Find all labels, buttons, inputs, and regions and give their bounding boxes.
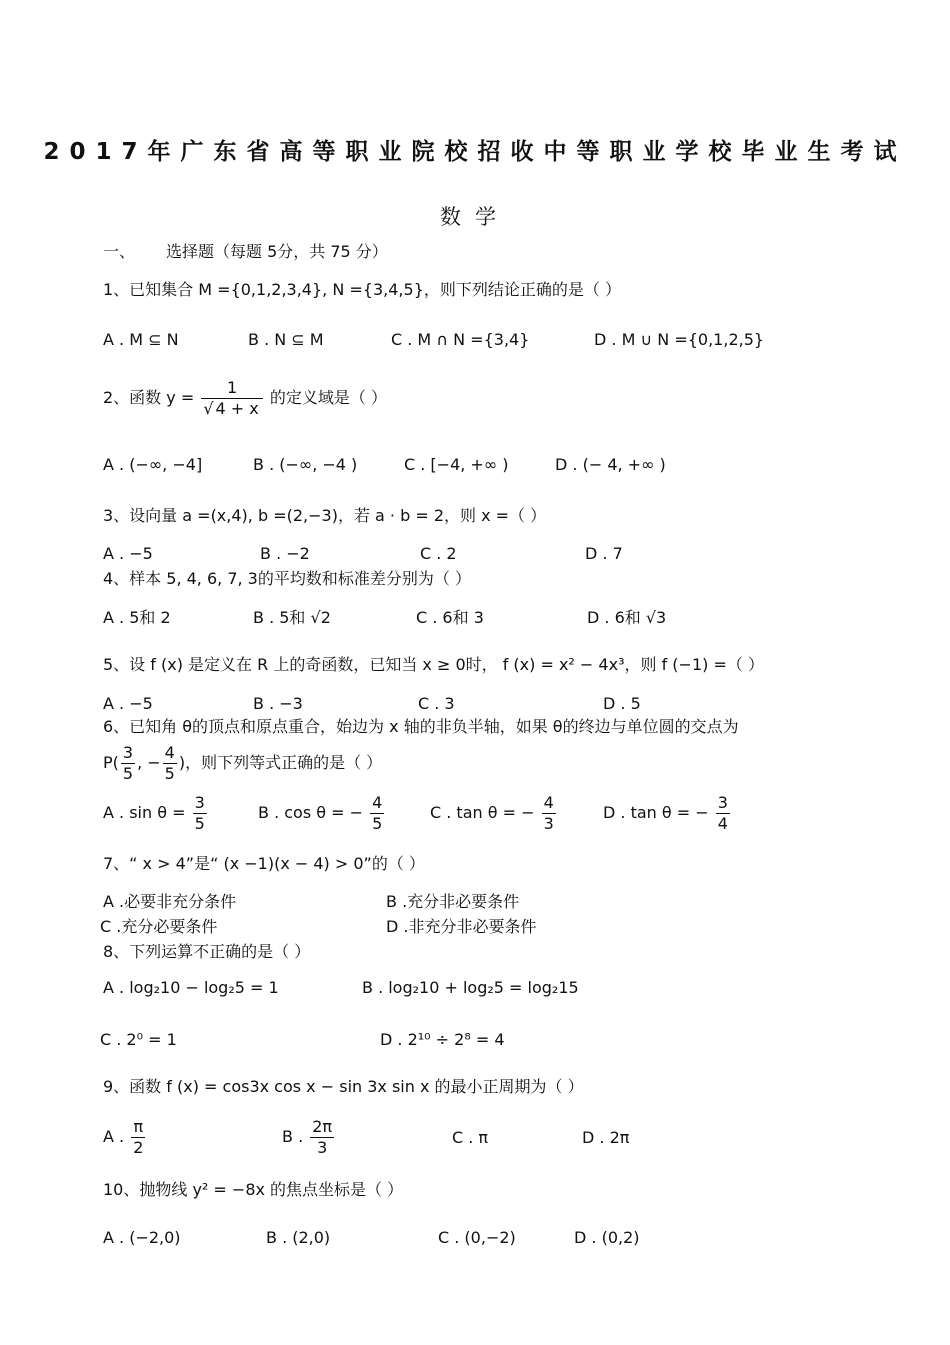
option-text: B . xyxy=(282,1127,304,1146)
question-3-option-c: C . 2 xyxy=(420,544,457,563)
fraction-numerator: 3 xyxy=(122,743,134,762)
fraction-numerator: 4 xyxy=(372,793,383,812)
option-text: D . tan θ = − xyxy=(603,803,709,822)
question-4-stem: 4、样本 5, 4, 6, 7, 3的平均数和标准差分别为（ ） xyxy=(103,569,471,588)
question-3-option-d: D . 7 xyxy=(585,544,623,563)
fraction-denominator: 5 xyxy=(122,764,134,783)
exam-subject: 数学 xyxy=(440,205,510,229)
section-number: 一、 xyxy=(103,242,136,261)
point-x-fraction xyxy=(121,743,135,784)
question-9-option-b xyxy=(282,1117,336,1158)
option-text: C . tan θ = − xyxy=(430,803,535,822)
section-heading: 选择题（每题 5分，共 75 分） xyxy=(166,242,388,261)
question-9-option-a xyxy=(103,1117,147,1158)
question-8-option-a: A . log₂10 − log₂5 = 1 xyxy=(103,978,279,997)
question-1-option-d: D . M ∪ N ={0,1,2,5} xyxy=(594,330,765,349)
question-8-option-c: C . 2⁰ = 1 xyxy=(100,1030,177,1049)
fraction-denominator: √ 4 + x xyxy=(203,399,259,418)
question-6-stem-suffix: )，则下列等式正确的是（ ） xyxy=(178,753,383,772)
question-9-option-d: D . 2π xyxy=(582,1128,630,1147)
point-separator: , − xyxy=(137,753,161,772)
option-fraction xyxy=(542,793,556,834)
fraction-denominator: 4 xyxy=(717,814,728,833)
question-4-option-d: D . 6和 √3 xyxy=(587,608,667,627)
question-10-option-c: C . (0,−2) xyxy=(438,1228,516,1247)
question-9-stem: 9、函数 f (x) = cos3x cos x − sin 3x sin x 的最小正周期为（ ） xyxy=(103,1077,584,1096)
question-7-option-a: A .必要非充分条件 xyxy=(103,892,237,911)
question-8-option-d: D . 2¹⁰ ÷ 2⁸ = 4 xyxy=(380,1030,505,1049)
fraction-denominator: 5 xyxy=(164,764,175,783)
point-y-fraction xyxy=(163,743,177,784)
question-2-option-c: C . [−4, +∞ ) xyxy=(404,455,509,474)
fraction-numerator: π xyxy=(131,1117,145,1138)
question-2-stem-prefix: 2、函数 y = xyxy=(103,388,195,407)
question-1-option-c: C . M ∩ N ={3,4} xyxy=(391,330,530,349)
option-text: A . sin θ = xyxy=(103,803,186,822)
question-3-option-a: A . −5 xyxy=(103,544,153,563)
question-10-stem: 10、抛物线 y² = −8x 的焦点坐标是（ ） xyxy=(103,1180,404,1199)
fraction-numerator: 4 xyxy=(543,793,554,812)
fraction-numerator: 3 xyxy=(194,793,205,812)
question-10-option-a: A . (−2,0) xyxy=(103,1228,181,1247)
question-6-option-c xyxy=(430,793,558,834)
fraction-denominator: 3 xyxy=(543,814,554,833)
fraction-denominator: 2 xyxy=(133,1138,144,1157)
question-10-option-d: D . (0,2) xyxy=(574,1228,640,1247)
fraction-numerator: 4 xyxy=(164,743,175,762)
question-6-stem: 6、已知角 θ的顶点和原点重合，始边为 x 轴的非负半轴，如果 θ的终边与单位圆的交点为 xyxy=(103,717,739,736)
question-4-option-a: A . 5和 2 xyxy=(103,608,171,627)
question-6-point xyxy=(103,743,382,784)
fraction-denominator: 3 xyxy=(317,1138,328,1157)
question-3-option-b: B . −2 xyxy=(260,544,310,563)
question-3-stem: 3、设向量 a =(x,4), b =(2,−3)，若 a · b = 2，则 x =（ ） xyxy=(103,506,547,525)
option-fraction xyxy=(310,1117,334,1158)
question-7-option-d: D .非充分非必要条件 xyxy=(386,917,537,936)
option-fraction xyxy=(193,793,207,834)
question-9-option-c: C . π xyxy=(452,1128,489,1147)
option-text: B . cos θ = − xyxy=(258,803,364,822)
question-2-stem xyxy=(103,378,387,419)
point-label: P( xyxy=(103,753,119,772)
question-2-fraction xyxy=(201,378,262,419)
question-6-option-a xyxy=(103,793,209,834)
question-7-option-c: C .充分必要条件 xyxy=(100,917,218,936)
option-fraction xyxy=(716,793,730,834)
question-4-option-b: B . 5和 √2 xyxy=(253,608,331,627)
question-5-option-b: B . −3 xyxy=(253,694,303,713)
question-8-option-b: B . log₂10 + log₂5 = log₂15 xyxy=(362,978,579,997)
question-6-option-b xyxy=(258,793,386,834)
question-1-option-b: B . N ⊆ M xyxy=(248,330,324,349)
question-10-option-b: B . (2,0) xyxy=(266,1228,331,1247)
fraction-numerator: 1 xyxy=(201,378,262,399)
option-fraction xyxy=(131,1117,145,1158)
question-5-stem: 5、设 f (x) 是定义在 R 上的奇函数，已知当 x ≥ 0时， f (x) = x² − 4x³，则 f (−1) =（ ） xyxy=(103,655,764,674)
question-7-option-b: B .充分非必要条件 xyxy=(386,892,520,911)
question-1-option-a: A . M ⊆ N xyxy=(103,330,179,349)
question-4-option-c: C . 6和 3 xyxy=(416,608,484,627)
question-5-option-d: D . 5 xyxy=(603,694,641,713)
question-2-stem-suffix: 的定义域是（ ） xyxy=(269,388,387,407)
question-2-option-b: B . (−∞, −4 ) xyxy=(253,455,358,474)
fraction-denominator: 5 xyxy=(194,814,205,833)
fraction-denominator: 5 xyxy=(372,814,383,833)
question-2-option-a: A . (−∞, −4] xyxy=(103,455,203,474)
fraction-numerator: 3 xyxy=(717,793,728,812)
option-fraction xyxy=(370,793,384,834)
question-5-option-c: C . 3 xyxy=(418,694,455,713)
option-text: A . xyxy=(103,1127,125,1146)
question-6-option-d xyxy=(603,793,732,834)
question-7-stem: 7、“ x > 4”是“ (x −1)(x − 4) > 0”的（ ） xyxy=(103,854,425,873)
question-2-option-d: D . (− 4, +∞ ) xyxy=(555,455,666,474)
exam-title: 2017年广东省高等职业院校招收中等职业学校毕业生考试 xyxy=(43,139,907,165)
sqrt-radicand: 4 + x xyxy=(215,399,259,418)
question-8-stem: 8、下列运算不正确的是（ ） xyxy=(103,942,311,961)
fraction-numerator: 2π xyxy=(312,1117,333,1136)
question-5-option-a: A . −5 xyxy=(103,694,153,713)
question-1-stem: 1、已知集合 M ={0,1,2,3,4}, N ={3,4,5}，则下列结论正确的是（ ） xyxy=(103,280,621,299)
